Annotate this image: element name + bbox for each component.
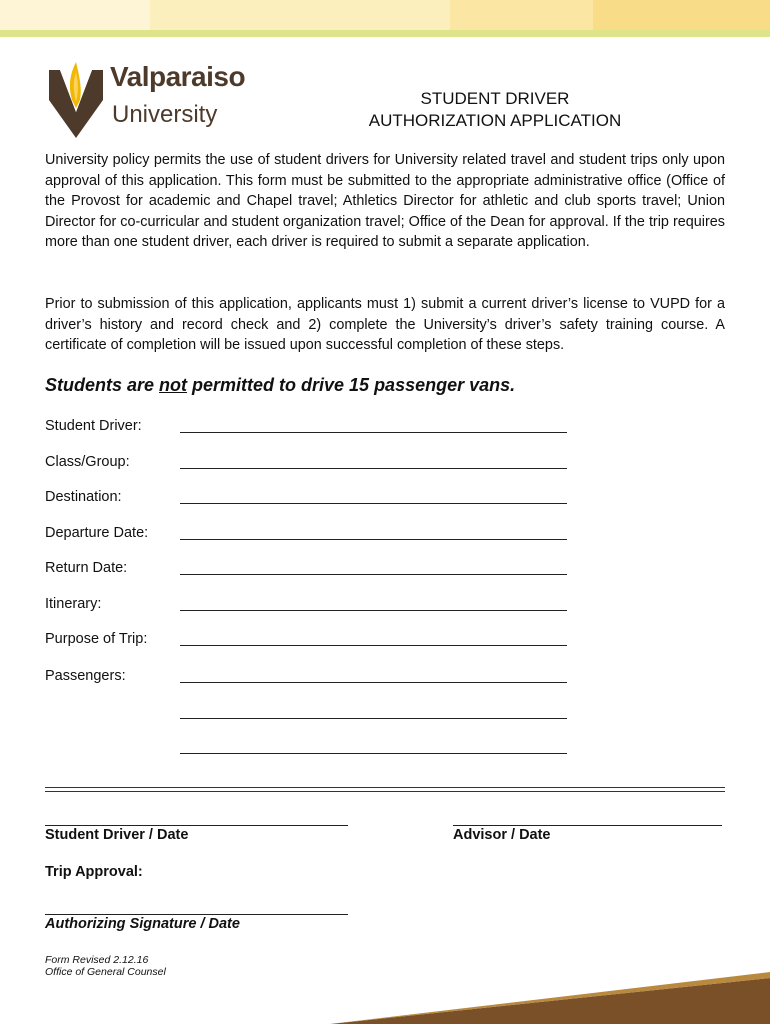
itinerary-label: Itinerary: bbox=[45, 596, 102, 612]
warning-emphasis: not bbox=[159, 375, 188, 395]
logo-subtitle: University bbox=[112, 101, 218, 128]
form-title-line2: AUTHORIZATION APPLICATION bbox=[368, 111, 622, 130]
class-group-label: Class/Group: bbox=[45, 454, 130, 470]
banner-band bbox=[0, 0, 150, 30]
return-date-label: Return Date: bbox=[45, 560, 128, 576]
student-driver-label: Student Driver: bbox=[45, 418, 142, 434]
authorizing-signature-field[interactable] bbox=[45, 914, 348, 915]
passengers-field[interactable] bbox=[180, 682, 567, 683]
passengers-field[interactable] bbox=[180, 718, 567, 719]
purpose-label: Purpose of Trip: bbox=[45, 631, 148, 647]
policy-paragraph: University policy permits the use of student drivers for University related travel and student trips only upon approval of this application. This form must be submitted to the appropriate administrative office (Office of the Provost for academic and Chapel travel; Athletics Director for athletic and club sports travel; Union Director for co-curricular and student organization travel; Office of the Dean for approval. If the trip requires more than one student driver, each driver is required to submit a separate application. bbox=[45, 152, 725, 251]
university-logo bbox=[46, 56, 256, 140]
shield-torch-icon bbox=[46, 56, 106, 140]
advisor-signature-field[interactable] bbox=[453, 825, 722, 826]
section-divider bbox=[45, 791, 725, 792]
class-group-field[interactable] bbox=[180, 468, 567, 469]
warning-text-start: Students are bbox=[45, 375, 160, 395]
authorizing-signature-label: Authorizing Signature / Date bbox=[45, 916, 240, 932]
itinerary-field[interactable] bbox=[180, 610, 567, 611]
form-title-line1: STUDENT DRIVER bbox=[420, 89, 570, 108]
warning-text-end: permitted to drive 15 passenger vans. bbox=[187, 375, 516, 395]
departure-date-label: Departure Date: bbox=[45, 525, 149, 541]
top-banner bbox=[0, 0, 770, 38]
form-revised-note: Form Revised 2.12.16 bbox=[45, 954, 149, 966]
van-warning bbox=[45, 375, 515, 396]
requirements-paragraph: Prior to submission of this application, applicants must 1) submit a current driver’s license to VUPD for a driver’s history and record check and 2) complete the University’s driver’s safety training course. A certificate of completion will be issued upon successful completion of these steps. bbox=[45, 296, 725, 354]
purpose-field[interactable] bbox=[180, 645, 567, 646]
student-driver-signature-field[interactable] bbox=[45, 825, 348, 826]
banner-band bbox=[593, 0, 770, 30]
destination-field[interactable] bbox=[180, 503, 567, 504]
banner-band bbox=[150, 0, 450, 30]
destination-label: Destination: bbox=[45, 489, 122, 505]
return-date-field[interactable] bbox=[180, 574, 567, 575]
trip-approval-label: Trip Approval: bbox=[45, 864, 143, 880]
student-driver-date-label: Student Driver / Date bbox=[45, 827, 189, 843]
banner-band bbox=[450, 0, 593, 30]
passengers-field[interactable] bbox=[180, 753, 567, 754]
office-note: Office of General Counsel bbox=[45, 966, 166, 978]
section-divider bbox=[45, 787, 725, 788]
advisor-date-label: Advisor / Date bbox=[453, 827, 551, 843]
departure-date-field[interactable] bbox=[180, 539, 567, 540]
logo-wordmark: Valparaiso bbox=[110, 61, 246, 92]
passengers-label: Passengers: bbox=[45, 668, 126, 684]
banner-line bbox=[0, 30, 770, 37]
student-driver-field[interactable] bbox=[180, 432, 567, 433]
